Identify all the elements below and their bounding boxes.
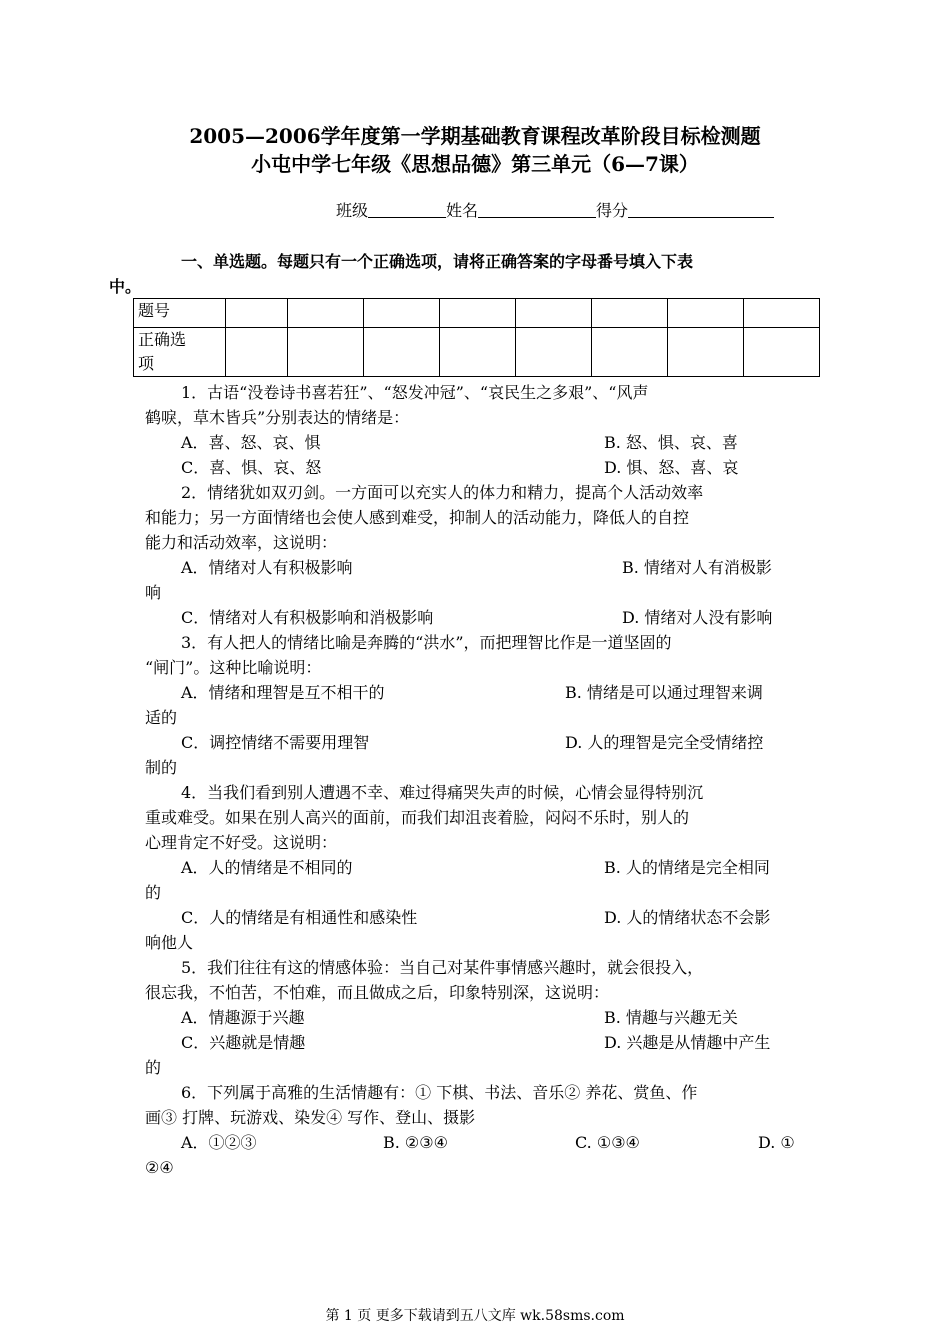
- question-6-option-c: C. ①③④: [575, 1133, 640, 1152]
- answer-cell[interactable]: [364, 328, 440, 377]
- question-6-option-a: A．①②③: [181, 1133, 257, 1152]
- answer-cell[interactable]: [668, 328, 744, 377]
- score-blank: [628, 199, 774, 218]
- answer-cell[interactable]: [440, 328, 516, 377]
- page-footer: 第 1 页 更多下载请到五八文库 wk.58sms.com: [325, 1308, 625, 1324]
- question-6-option-b: B. ②③④: [383, 1133, 448, 1152]
- question-4-option-b-wrap: 的: [145, 883, 162, 902]
- answer-table-label: [134, 328, 226, 377]
- answer-cell[interactable]: [592, 328, 668, 377]
- question-2-option-c: C．情绪对人有积极影响和消极影响: [181, 608, 434, 627]
- question-1-stem: 鹤唳，草木皆兵”分别表达的情绪是：: [145, 408, 410, 427]
- question-3-stem: 3．有人把人的情绪比喻是奔腾的“洪水”，而把理智比作是一道坚固的: [181, 633, 672, 652]
- question-6-option-d: D. ①: [758, 1133, 795, 1152]
- answer-cell: [744, 299, 820, 328]
- title-line-2: 小屯中学七年级《思想品德》第三单元（6—7课）: [251, 152, 699, 176]
- answer-cell: [288, 299, 364, 328]
- answer-cell: [668, 299, 744, 328]
- question-2-option-b-wrap: 响: [145, 583, 162, 602]
- question-4-option-d-wrap: 响他人: [145, 933, 194, 952]
- question-5-stem: 5．我们往往有这的情感体验：当自己对某件事情感兴趣时，就会很投入，: [181, 958, 704, 977]
- question-3-option-d-wrap: 制的: [145, 758, 178, 777]
- section-1-heading-a: 一、单选题。每题只有一个正确选项，请将正确答案的字母番号填入下表: [181, 252, 694, 271]
- question-3-stem: “闸门”。这种比喻说明：: [145, 658, 322, 677]
- question-2-option-a: A．情绪对人有积极影响: [181, 558, 353, 577]
- name-blank: [478, 199, 596, 218]
- question-6-stem: 6．下列属于高雅的生活情趣有：① 下棋、书法、音乐② 养花、赏鱼、作: [181, 1083, 698, 1102]
- answer-label-b: 项: [138, 354, 155, 373]
- question-3-option-c: C．调控情绪不需要用理智: [181, 733, 370, 752]
- score-label: 得分: [596, 201, 629, 220]
- question-6-option-d-wrap: ②④: [145, 1158, 174, 1177]
- question-4-option-c: C．人的情绪是有相通性和感染性: [181, 908, 418, 927]
- answer-table-row-number: [134, 299, 820, 328]
- question-2-stem: 能力和活动效率，这说明：: [145, 533, 338, 552]
- question-2-stem: 和能力；另一方面情绪也会使人感到难受，抑制人的活动能力，降低人的自控: [145, 508, 690, 527]
- question-5-option-d: D. 兴趣是从情趣中产生: [604, 1033, 771, 1052]
- question-1-option-c: C．喜、惧、哀、怒: [181, 458, 322, 477]
- section-1-heading: [109, 249, 810, 299]
- question-3-option-b-wrap: 适的: [145, 708, 178, 727]
- student-info-line: [336, 199, 774, 223]
- class-blank: [368, 199, 446, 218]
- question-1-option-d: D. 惧、怒、喜、哀: [604, 458, 739, 477]
- question-4-stem: 4．当我们看到别人遭遇不幸、难过得痛哭失声的时候，心情会显得特别沉: [181, 783, 704, 802]
- answer-cell: [440, 299, 516, 328]
- name-label: 姓名: [446, 201, 479, 220]
- question-4-stem: 重或难受。如果在别人高兴的面前，而我们却沮丧着脸，闷闷不乐时，别人的: [145, 808, 690, 827]
- answer-label-a: 正确选: [138, 330, 187, 349]
- answer-cell: [364, 299, 440, 328]
- question-4-option-a: A．人的情绪是不相同的: [181, 858, 353, 877]
- class-label: 班级: [336, 201, 369, 220]
- question-4-option-b: B. 人的情绪是完全相同: [604, 858, 770, 877]
- question-1-option-b: B. 怒、惧、哀、喜: [604, 433, 738, 452]
- question-1-stem: 1．古语“没卷诗书喜若狂”、“怒发冲冠”、“哀民生之多艰”、“风声: [181, 383, 649, 402]
- question-5-option-c: C．兴趣就是情趣: [181, 1033, 306, 1052]
- question-3-option-b: B. 情绪是可以通过理智来调: [565, 683, 763, 702]
- question-2-option-b: B. 情绪对人有消极影: [622, 558, 772, 577]
- question-5-option-a: A．情趣源于兴趣: [181, 1008, 305, 1027]
- question-4-stem: 心理肯定不好受。这说明：: [145, 833, 338, 852]
- answer-cell: [516, 299, 592, 328]
- question-3-option-d: D. 人的理智是完全受情绪控: [565, 733, 764, 752]
- question-5-option-b: B. 情趣与兴趣无关: [604, 1008, 738, 1027]
- question-4-option-d: D. 人的情绪状态不会影: [604, 908, 771, 927]
- answer-cell[interactable]: [288, 328, 364, 377]
- section-1-heading-b: 中。: [109, 277, 142, 296]
- answer-table-label: 题号: [134, 299, 226, 328]
- question-6-stem: 画③ 打牌、玩游戏、染发④ 写作、登山、摄影: [145, 1108, 476, 1127]
- answer-table-row-answer: [134, 328, 820, 377]
- answer-cell[interactable]: [744, 328, 820, 377]
- question-1-option-a: A．喜、怒、哀、惧: [181, 433, 321, 452]
- answer-cell[interactable]: [516, 328, 592, 377]
- answer-table: [133, 298, 820, 377]
- question-5-stem: 很忘我，不怕苦，不怕难，而且做成之后，印象特别深，这说明：: [145, 983, 610, 1002]
- question-2-stem: 2．情绪犹如双刃剑。一方面可以充实人的体力和精力，提高个人活动效率: [181, 483, 704, 502]
- title-line-1: 2005—2006学年度第一学期基础教育课程改革阶段目标检测题: [189, 124, 761, 148]
- answer-cell: [592, 299, 668, 328]
- question-2-option-d: D. 情绪对人没有影响: [622, 608, 773, 627]
- question-5-option-d-wrap: 的: [145, 1058, 162, 1077]
- answer-cell[interactable]: [226, 328, 288, 377]
- question-3-option-a: A．情绪和理智是互不相干的: [181, 683, 385, 702]
- answer-cell: [226, 299, 288, 328]
